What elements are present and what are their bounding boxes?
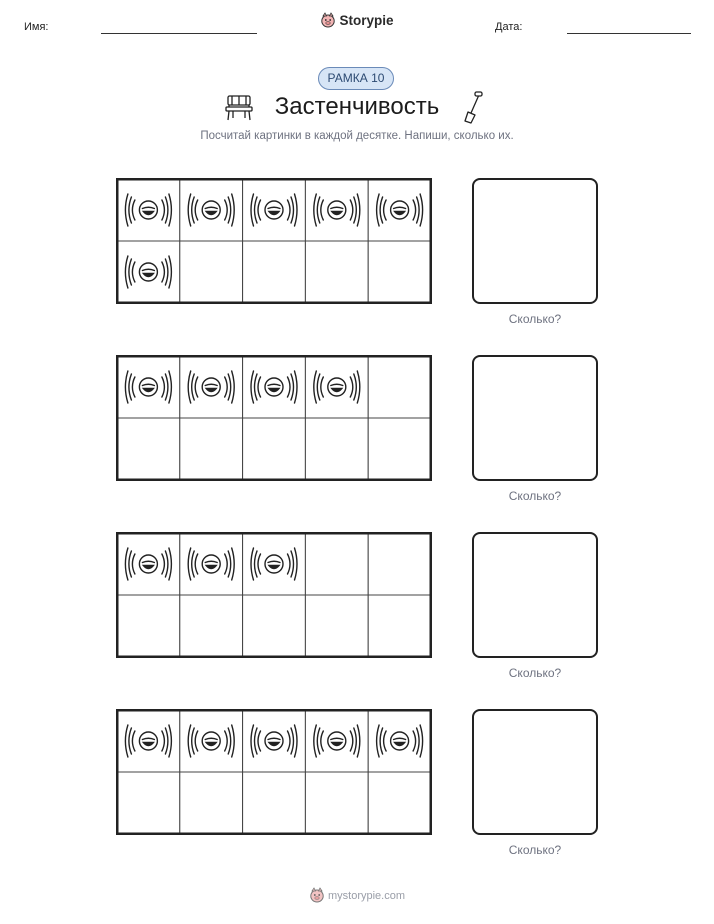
ten-frame-cell <box>305 710 368 772</box>
ten-frame-grid <box>116 709 432 835</box>
ten-frame-cell <box>180 418 243 480</box>
ten-frame-cell <box>368 241 431 303</box>
ten-frame-cell <box>368 595 431 657</box>
ten-frame-cell <box>305 533 368 595</box>
name-label: Имя: <box>24 21 49 33</box>
ten-frame-cell <box>305 179 368 241</box>
answer-caption-2: Сколько? <box>508 489 562 503</box>
pig-mascot-icon <box>320 12 336 32</box>
ten-frame-cell <box>305 356 368 418</box>
ten-frame-cell <box>117 533 180 595</box>
ten-frame-grid <box>116 178 432 304</box>
ten-frame-cell <box>243 772 306 834</box>
ten-frame-cell <box>368 772 431 834</box>
shovel-icon <box>463 91 485 130</box>
answer-box-1[interactable] <box>472 178 598 304</box>
brand-logo <box>0 12 714 32</box>
ten-frame-cell <box>368 418 431 480</box>
ten-frame-cell <box>305 241 368 303</box>
ten-frame-cell <box>243 179 306 241</box>
ten-frame-cell <box>368 179 431 241</box>
ten-frame-cell <box>117 710 180 772</box>
ten-frame-cell <box>243 241 306 303</box>
ten-frame-cell <box>180 533 243 595</box>
ten-frame-cell <box>117 772 180 834</box>
ten-frame-cell <box>117 356 180 418</box>
date-label: Дата: <box>495 21 523 33</box>
ten-frame-cell <box>180 772 243 834</box>
answer-caption-3: Сколько? <box>508 666 562 680</box>
footer <box>0 887 714 907</box>
ten-frame-cell <box>117 418 180 480</box>
ten-frame-cell <box>243 356 306 418</box>
answer-box-2[interactable] <box>472 355 598 481</box>
ten-frame-2 <box>116 355 432 481</box>
ten-frame-cell <box>180 595 243 657</box>
ten-frame-cell <box>117 179 180 241</box>
ten-frame-cell <box>305 418 368 480</box>
ten-frame-3 <box>116 532 432 658</box>
ten-frame-cell <box>368 356 431 418</box>
page-title: Застенчивость <box>274 93 440 120</box>
frame-badge: РАМКА 10 <box>318 67 394 90</box>
ten-frame-cell <box>243 595 306 657</box>
ten-frame-cell <box>243 710 306 772</box>
ten-frame-cell <box>243 533 306 595</box>
brand-name: Storypie <box>339 13 394 28</box>
pig-mascot-icon <box>309 887 325 907</box>
answer-box-3[interactable] <box>472 532 598 658</box>
answer-box-4[interactable] <box>472 709 598 835</box>
ten-frame-cell <box>305 595 368 657</box>
instruction-text: Посчитай картинки в каждой десятке. Напиши, сколько их. <box>200 130 514 142</box>
ten-frame-cell <box>180 241 243 303</box>
answer-caption-1: Сколько? <box>508 312 562 326</box>
date-input-line[interactable] <box>567 33 691 34</box>
ten-frame-cell <box>180 710 243 772</box>
ten-frame-cell <box>117 241 180 303</box>
ten-frame-cell <box>368 533 431 595</box>
ten-frame-grid <box>116 532 432 658</box>
ten-frame-cell <box>368 710 431 772</box>
answer-caption-4: Сколько? <box>508 843 562 857</box>
ten-frame-1 <box>116 178 432 304</box>
ten-frame-cell <box>243 418 306 480</box>
ten-frame-cell <box>180 179 243 241</box>
ten-frame-4 <box>116 709 432 835</box>
ten-frame-cell <box>180 356 243 418</box>
name-input-line[interactable] <box>101 33 257 34</box>
ten-frame-cell <box>305 772 368 834</box>
ten-frame-cell <box>117 595 180 657</box>
ten-frame-grid <box>116 355 432 481</box>
footer-url: mystorypie.com <box>327 890 406 902</box>
